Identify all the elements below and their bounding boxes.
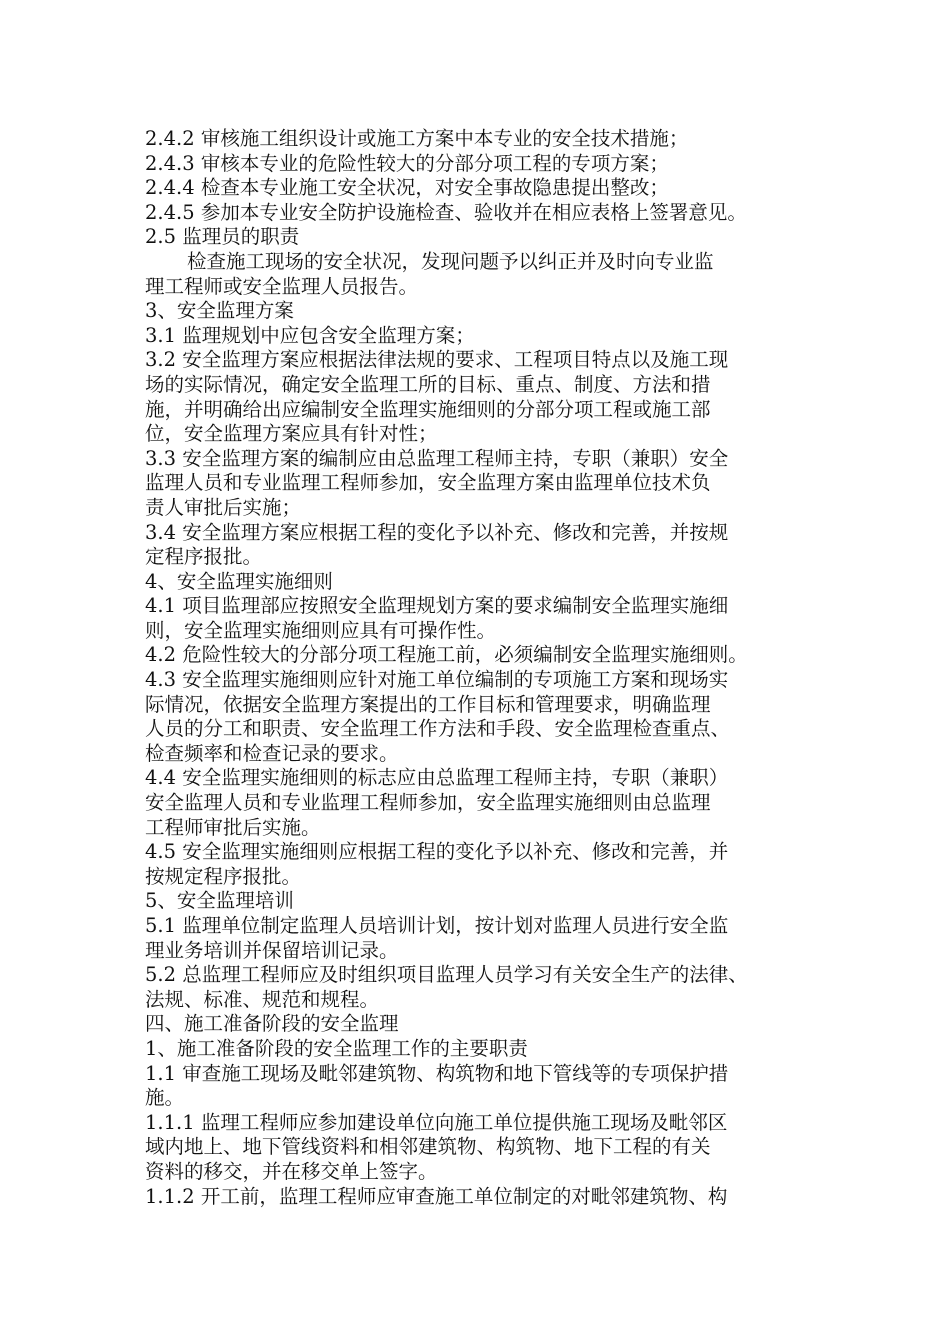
document-text-line: 法规、标准、规范和规程。 [145,987,380,1011]
document-text-line: 3、安全监理方案 [145,299,294,323]
document-text-line: 定程序报批。 [145,545,263,569]
document-text-line: 4.5 安全监理实施细则应根据工程的变化予以补充、修改和完善，并 [145,840,729,864]
document-text-line: 位，安全监理方案应具有针对性； [145,422,438,446]
document-text-line: 1.1.2 开工前，监理工程师应审查施工单位制定的对毗邻建筑物、构 [145,1184,728,1208]
document-text-line: 2.5 监理员的职责 [145,225,300,249]
document-text-line: 理工程师或安全监理人员报告。 [145,274,419,298]
document-text-line: 2.4.2 审核施工组织设计或施工方案中本专业的安全技术措施； [145,127,689,150]
document-text-line: 施。 [145,1086,185,1110]
document-text-line: 检查频率和检查记录的要求。 [145,741,399,765]
document-text-line: 1.1 审查施工现场及毗邻建筑物、构筑物和地下管线等的专项保护措 [145,1061,729,1085]
document-text-line: 按规定程序报批。 [145,864,302,888]
document-text-line: 施，并明确给出应编制安全监理实施细则的分部分项工程或施工部 [145,397,711,421]
document-text-line: 四、施工准备阶段的安全监理 [145,1012,399,1036]
document-text-line: 资料的移交，并在移交单上签字。 [145,1159,438,1183]
document-text-line: 2.4.4 检查本专业施工安全状况，对安全事故隐患提出整改； [145,176,669,200]
document-text-line: 际情况，依据安全监理方案提出的工作目标和管理要求，明确监理 [145,692,711,716]
document-text-line: 1、施工准备阶段的安全监理工作的主要职责 [145,1036,528,1060]
document-text-line: 4.2 危险性较大的分部分项工程施工前，必须编制安全监理实施细则。 [145,643,748,667]
document-text-line: 检查施工现场的安全状况，发现问题予以纠正并及时向专业监 [187,249,714,273]
document-text-line: 4.1 项目监理部应按照安全监理规划方案的要求编制安全监理实施细 [145,594,729,618]
document-text-line: 人员的分工和职责、安全监理工作方法和手段、安全监理检查重点、 [145,717,731,741]
document-text-line: 5.1 监理单位制定监理人员培训计划，按计划对监理人员进行安全监 [145,914,729,937]
document-text-line: 则，安全监理实施细则应具有可操作性。 [145,618,497,642]
document-text-line: 安全监理人员和专业监理工程师参加，安全监理实施细则由总监理 [145,791,711,815]
document-page [145,127,825,1209]
document-text-line: 5、安全监理培训 [145,889,294,913]
document-text-line: 场的实际情况，确定安全监理工所的目标、重点、制度、方法和措 [145,372,711,396]
document-text-line: 1.1.1 监理工程师应参加建设单位向施工单位提供施工现场及毗邻区 [145,1110,728,1134]
document-text-line: 2.4.3 审核本专业的危险性较大的分部分项工程的专项方案； [145,151,669,175]
document-text-line: 3.1 监理规划中应包含安全监理方案； [145,323,475,347]
document-text-line: 4.3 安全监理实施细则应针对施工单位编制的专项施工方案和现场实 [145,668,729,692]
document-text-line: 监理人员和专业监理工程师参加，安全监理方案由监理单位技术负 [145,471,711,495]
document-text-line: 工程师审批后实施。 [145,815,321,839]
document-text-line: 3.2 安全监理方案应根据法律法规的要求、工程项目特点以及施工现 [145,348,729,372]
document-text-line: 责人审批后实施； [145,495,302,519]
document-text-line: 5.2 总监理工程师应及时组织项目监理人员学习有关安全生产的法律、 [145,963,748,987]
document-text-line: 3.4 安全监理方案应根据工程的变化予以补充、修改和完善，并按规 [145,520,729,544]
document-text-line: 域内地上、地下管线资料和相邻建筑物、构筑物、地下工程的有关 [145,1135,711,1159]
document-text-line: 2.4.5 参加本专业安全防护设施检查、验收并在相应表格上签署意见。 [145,200,747,224]
document-text-line: 3.3 安全监理方案的编制应由总监理工程师主持，专职（兼职）安全 [145,446,729,470]
document-text-line: 理业务培训并保留培训记录。 [145,938,399,962]
document-text-line: 4.4 安全监理实施细则的标志应由总监理工程师主持，专职（兼职） [145,766,729,790]
document-text-line: 4、安全监理实施细则 [145,569,333,593]
